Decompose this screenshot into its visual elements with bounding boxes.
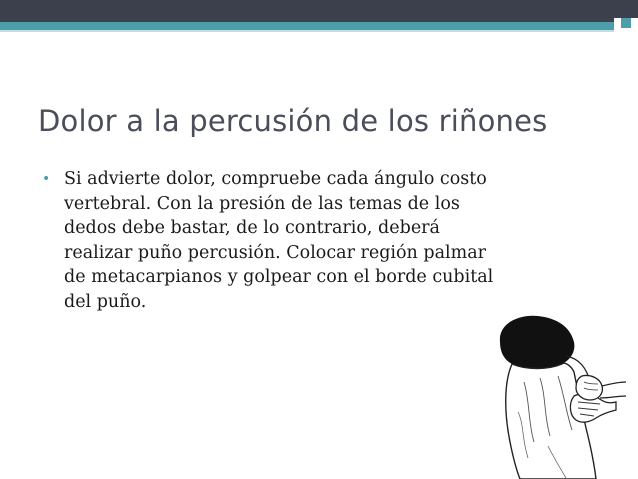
patient-hair-icon xyxy=(500,316,575,369)
bullet-line: vertebral. Con la presión de las temas de los xyxy=(64,193,460,214)
header-corner-mark xyxy=(621,18,631,28)
seated-patient-kidney-percussion-illustration xyxy=(478,312,628,479)
accent-underline xyxy=(0,30,620,32)
accent-strip-left xyxy=(0,22,420,30)
bullet-line: dedos debe bastar, de lo contrario, deberá xyxy=(64,218,440,238)
bullet-list xyxy=(42,167,602,314)
bullet-dot-icon: • xyxy=(42,171,51,187)
bullet-line: del puño. xyxy=(64,291,147,312)
bullet-line: realizar puño percusión. Colocar región palmar xyxy=(64,242,487,263)
bullet-item xyxy=(42,167,602,314)
slide-title: Dolor a la percusión de los riñones xyxy=(38,104,548,138)
header-band-dark xyxy=(0,0,638,18)
accent-strip-right xyxy=(420,22,620,30)
examiner-fist-icon xyxy=(576,375,602,400)
bullet-line: Si advierte dolor, compruebe cada ángulo costo xyxy=(64,169,487,189)
bullet-line: de metacarpianos y golpear con el borde cubital xyxy=(64,267,494,287)
